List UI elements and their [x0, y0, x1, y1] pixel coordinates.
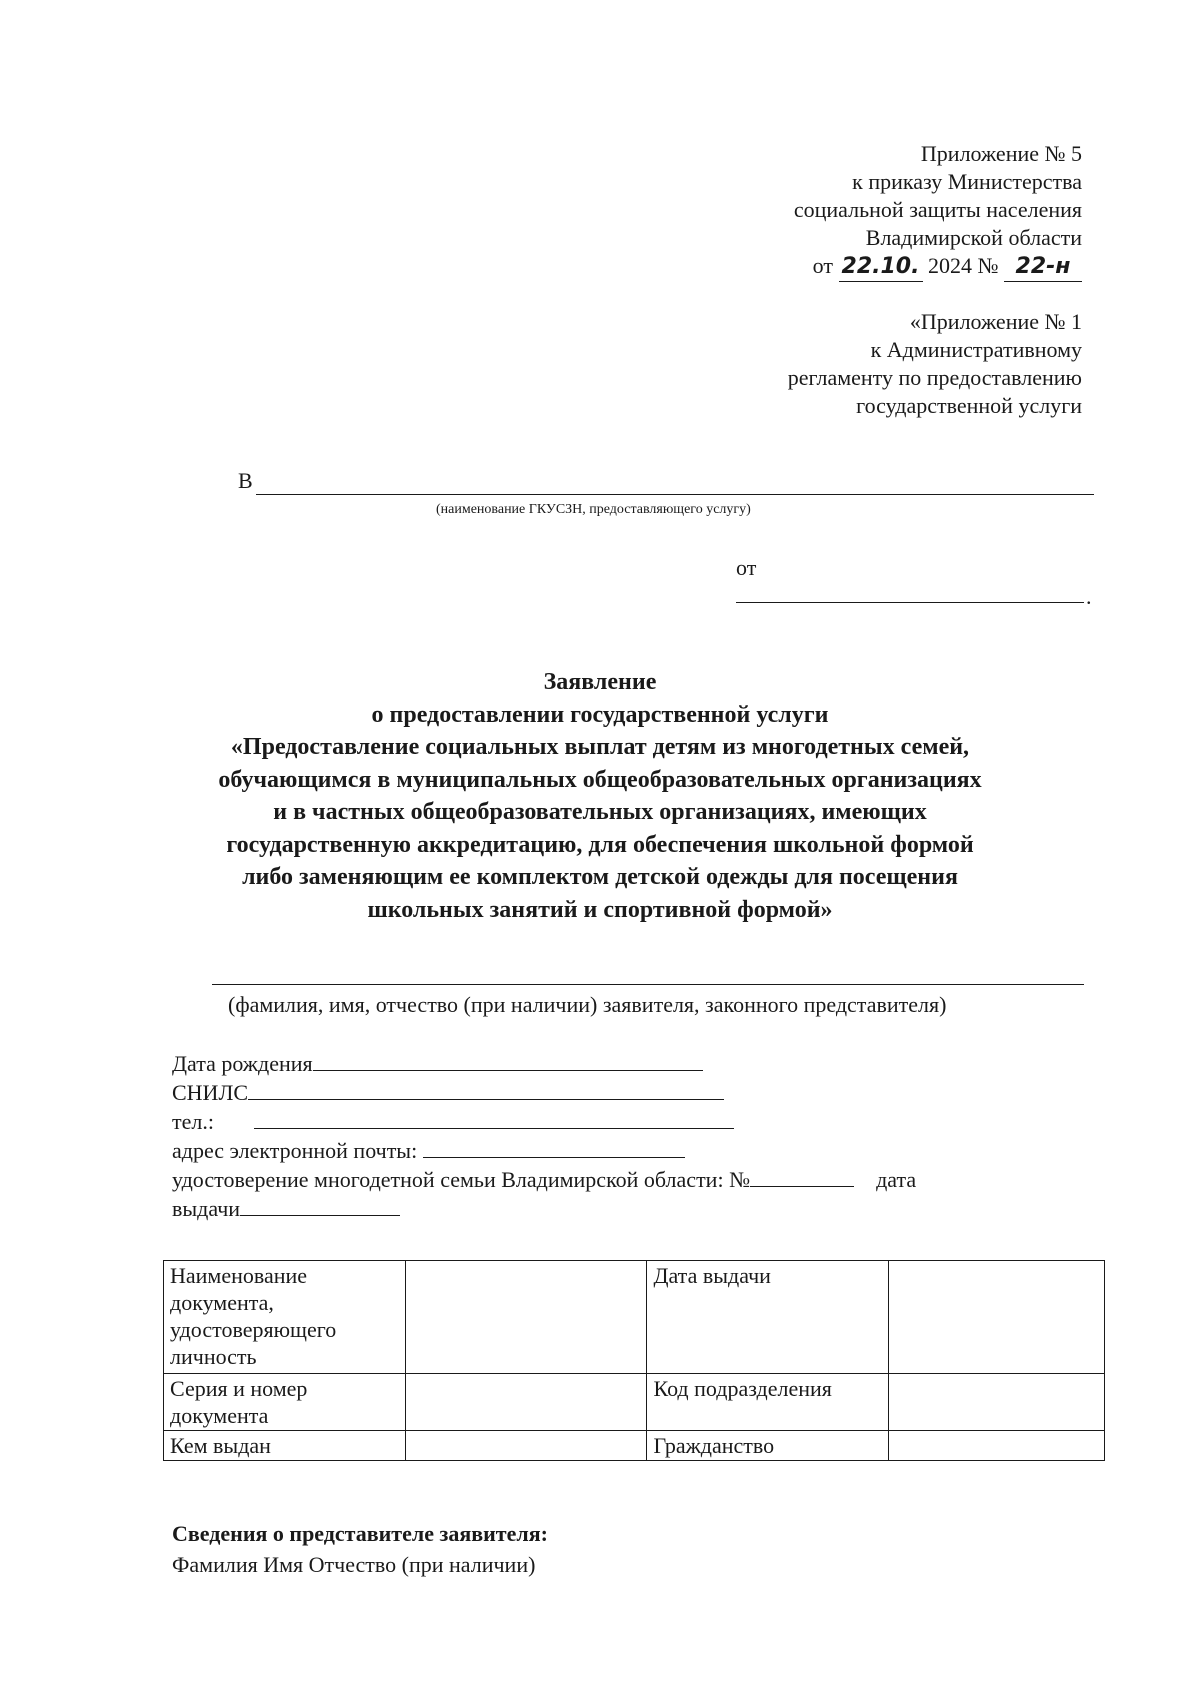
title-line3: «Предоставление социальных выплат детям из многодетных семей,: [230, 734, 970, 760]
issue-date-field: [172, 1195, 400, 1223]
certificate-field: [172, 1166, 916, 1194]
title-line6: государственную аккредитацию, для обеспечения школьной формой: [226, 831, 974, 858]
department-code-value[interactable]: [889, 1374, 1105, 1431]
appendix1-header: [788, 308, 1082, 420]
application-title: [120, 666, 1080, 926]
appendix5-line1: Приложение № 5: [920, 141, 1082, 166]
handwritten-order-number: 22-н: [1004, 253, 1082, 282]
birth-date-input[interactable]: [313, 1052, 703, 1071]
issued-by-label: Кем выдан: [164, 1431, 406, 1461]
title-line4: обучающимся в муниципальных общеобразовательных организациях: [218, 766, 982, 793]
appendix5-date-line: [794, 252, 1082, 282]
applicant-name-caption: (фамилия, имя, отчество (при наличии) заявителя, законного представителя): [228, 992, 947, 1017]
representative-section-title: Сведения о представителе заявителя:: [172, 1521, 548, 1546]
id-doc-name-value[interactable]: [405, 1261, 647, 1374]
table-row: [164, 1431, 1105, 1461]
date-prefix: от: [812, 253, 833, 278]
identity-document-table: [163, 1260, 1105, 1461]
issue-date-input[interactable]: [240, 1197, 400, 1216]
from-line: [736, 602, 1084, 603]
table-row: [164, 1374, 1105, 1431]
title-line2: о предоставлении государственной услуги: [371, 701, 829, 728]
phone-label: тел.:: [172, 1109, 214, 1134]
id-doc-name-label: Наименование документа, удостоверяющего личность: [164, 1261, 406, 1374]
email-field: [172, 1137, 685, 1165]
title-line5: и в частных общеобразовательных организациях, имеющих: [273, 799, 927, 825]
phone-field: [172, 1108, 734, 1136]
issue-date-label-1: дата: [876, 1167, 917, 1192]
from-line-end: .: [1086, 584, 1092, 609]
order-year: 2024 №: [928, 253, 999, 278]
appendix1-line2: к Административному: [870, 337, 1082, 362]
email-label: адрес электронной почты:: [172, 1138, 418, 1163]
appendix5-line2: к приказу Министерства: [852, 169, 1082, 194]
issue-date-label-2: выдачи: [172, 1196, 241, 1221]
phone-input[interactable]: [254, 1110, 734, 1129]
email-input[interactable]: [423, 1139, 685, 1158]
birth-date-field: [172, 1050, 703, 1078]
title-line8: школьных занятий и спортивной формой»: [367, 896, 833, 923]
addressee-line: [256, 494, 1094, 495]
addressee-caption: (наименование ГКУСЗН, предоставляющего услугу): [436, 502, 751, 517]
appendix1-line4: государственной услуги: [856, 393, 1082, 418]
title-line7: либо заменяющим ее комплектом детской одежды для посещения: [242, 864, 958, 890]
issue-date-cell-label: Дата выдачи: [647, 1261, 889, 1374]
applicant-name-line: [212, 984, 1084, 985]
appendix5-line4: Владимирской области: [865, 225, 1082, 250]
table-row: [164, 1261, 1105, 1374]
certificate-number-input[interactable]: [750, 1168, 854, 1187]
title-line1: Заявление: [543, 669, 657, 695]
handwritten-date: 22.10.: [839, 253, 923, 282]
series-number-label: Серия и номер документа: [164, 1374, 406, 1431]
citizenship-label: Гражданство: [647, 1431, 889, 1461]
issued-by-value[interactable]: [405, 1431, 647, 1461]
birth-date-label: Дата рождения: [172, 1051, 313, 1076]
department-code-label: Код подразделения: [647, 1374, 889, 1431]
addressee-prefix: В: [238, 468, 253, 493]
snils-input[interactable]: [248, 1081, 724, 1100]
issue-date-cell-value[interactable]: [889, 1261, 1105, 1374]
appendix5-header: [794, 140, 1082, 282]
snils-field: [172, 1079, 724, 1107]
series-number-value[interactable]: [405, 1374, 647, 1431]
representative-name-label: Фамилия Имя Отчество (при наличии): [172, 1552, 536, 1577]
appendix5-line3: социальной защиты населения: [793, 197, 1082, 222]
snils-label: СНИЛС: [172, 1080, 249, 1105]
from-label: от: [736, 555, 757, 580]
appendix1-line3: регламенту по предоставлению: [787, 365, 1082, 390]
citizenship-value[interactable]: [889, 1431, 1105, 1461]
appendix1-line1: «Приложение № 1: [909, 309, 1082, 334]
certificate-label: удостоверение многодетной семьи Владимирской области: №: [172, 1167, 751, 1192]
